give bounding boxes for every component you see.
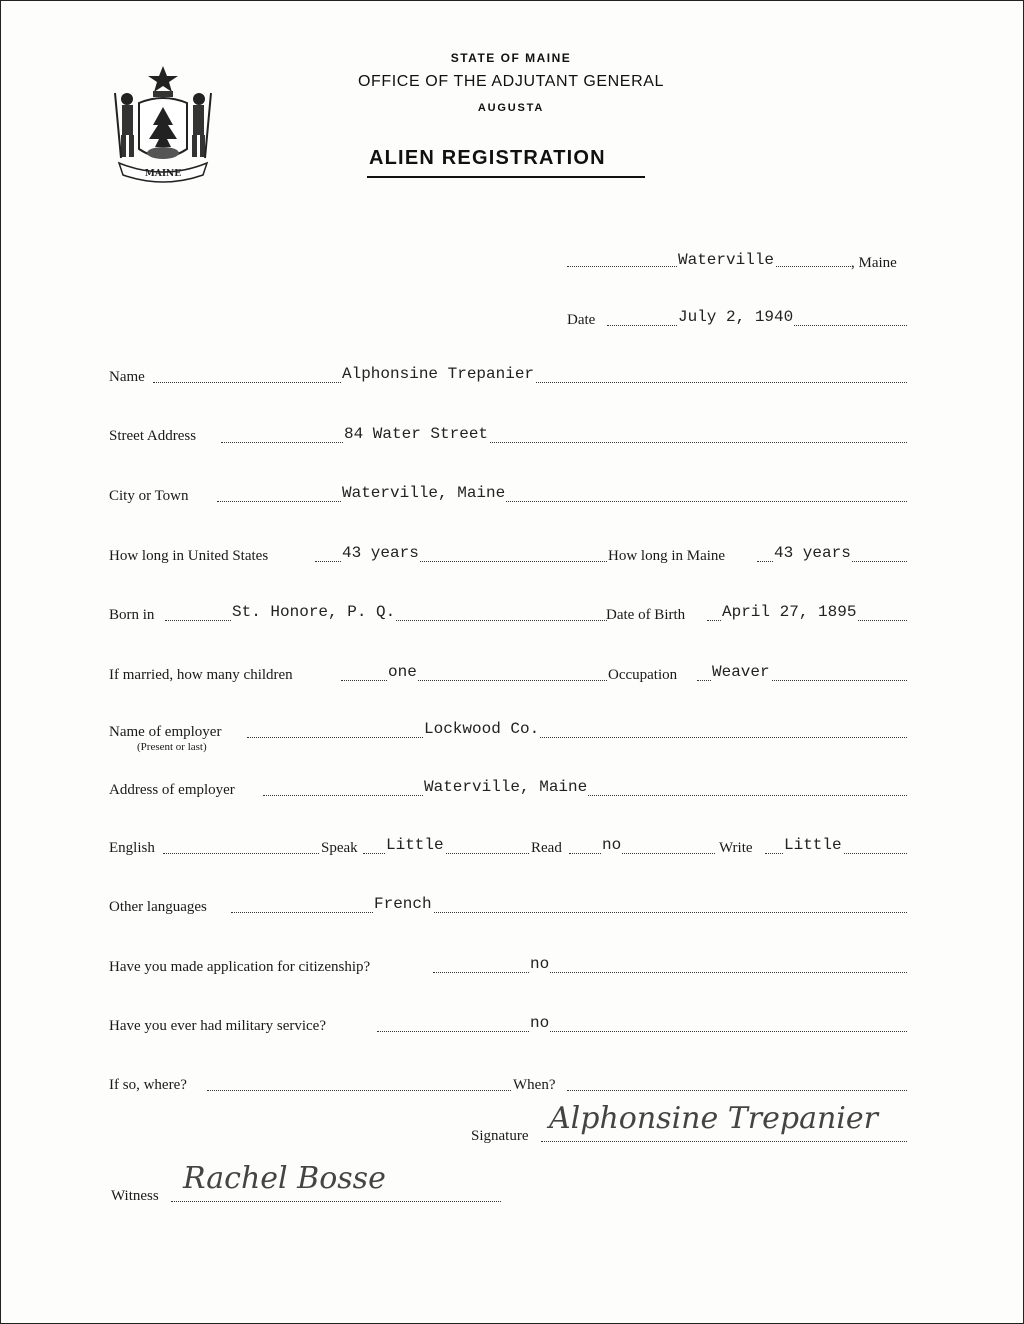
witness-handwriting[interactable]: Rachel Bosse xyxy=(183,1161,386,1196)
date-field[interactable]: July 2, 1940 xyxy=(678,308,794,326)
citizenship-field[interactable]: no xyxy=(530,955,550,973)
name-field[interactable]: Alphonsine Trepanier xyxy=(342,365,535,383)
read-label: Read xyxy=(531,840,562,856)
citizenship-label: Have you made application for citizenship? xyxy=(109,959,371,975)
location-suffix: , Maine xyxy=(851,255,897,271)
other-languages-label: Other languages xyxy=(109,899,207,915)
employer-label: Name of employer xyxy=(109,724,222,740)
english-dots xyxy=(163,853,319,854)
speak-field[interactable]: Little xyxy=(386,836,444,854)
military-label: Have you ever had military service? xyxy=(109,1018,326,1034)
signature-handwriting[interactable]: Alphonsine Trepanier xyxy=(549,1101,878,1136)
signature-label: Signature xyxy=(471,1128,529,1144)
maine-years-field[interactable]: 43 years xyxy=(774,544,851,562)
street-field[interactable]: 84 Water Street xyxy=(344,425,489,443)
born-in-field[interactable]: St. Honore, P. Q. xyxy=(232,603,396,621)
city-town-field[interactable]: Waterville, Maine xyxy=(342,484,506,502)
where-label: If so, where? xyxy=(109,1077,187,1093)
form-title: ALIEN REGISTRATION xyxy=(369,147,606,169)
street-dots xyxy=(221,442,907,443)
location-field[interactable]: Waterville xyxy=(678,251,775,269)
born-in-label: Born in xyxy=(109,607,155,623)
city-heading: AUGUSTA xyxy=(477,102,545,114)
occupation-field[interactable]: Weaver xyxy=(712,663,770,681)
signature-dots xyxy=(541,1141,907,1142)
military-dots xyxy=(377,1031,907,1032)
children-dots xyxy=(341,680,607,681)
citizenship-dots xyxy=(433,972,907,973)
write-label: Write xyxy=(719,840,753,856)
occupation-label: Occupation xyxy=(608,667,678,683)
city-town-label: City or Town xyxy=(109,488,189,504)
street-label: Street Address xyxy=(109,428,197,444)
witness-label: Witness xyxy=(111,1188,159,1204)
employer-dots xyxy=(247,737,907,738)
title-underline xyxy=(367,176,645,178)
dob-label: Date of Birth xyxy=(606,607,686,623)
children-field[interactable]: one xyxy=(388,663,417,681)
employer-sublabel: (Present or last) xyxy=(137,741,207,753)
name-label: Name xyxy=(109,369,145,385)
employer-field[interactable]: Lockwood Co. xyxy=(424,720,540,738)
children-label: If married, how many children xyxy=(109,667,293,683)
seal-ribbon-text: MAINE xyxy=(144,169,182,179)
witness-dots xyxy=(171,1201,501,1202)
when-dots[interactable] xyxy=(567,1090,907,1091)
other-languages-dots xyxy=(231,912,907,913)
city-town-dots xyxy=(217,501,907,502)
other-languages-field[interactable]: French xyxy=(374,895,432,913)
read-field[interactable]: no xyxy=(602,836,622,854)
maine-years-label: How long in Maine xyxy=(608,548,726,564)
office-heading: OFFICE OF THE ADJUTANT GENERAL xyxy=(357,73,665,90)
read-dots xyxy=(569,853,715,854)
when-label: When? xyxy=(513,1077,556,1093)
employer-address-label: Address of employer xyxy=(109,782,235,798)
military-field[interactable]: no xyxy=(530,1014,550,1032)
employer-address-field[interactable]: Waterville, Maine xyxy=(424,778,588,796)
english-label: English xyxy=(109,840,155,856)
write-field[interactable]: Little xyxy=(784,836,842,854)
state-seal-icon xyxy=(111,63,215,187)
us-years-label: How long in United States xyxy=(109,548,269,564)
us-years-field[interactable]: 43 years xyxy=(342,544,419,562)
dob-field[interactable]: April 27, 1895 xyxy=(722,603,857,621)
date-label: Date xyxy=(567,312,596,328)
speak-label: Speak xyxy=(321,840,358,856)
state-heading: STATE OF MAINE xyxy=(450,51,572,65)
where-dots[interactable] xyxy=(207,1090,511,1091)
